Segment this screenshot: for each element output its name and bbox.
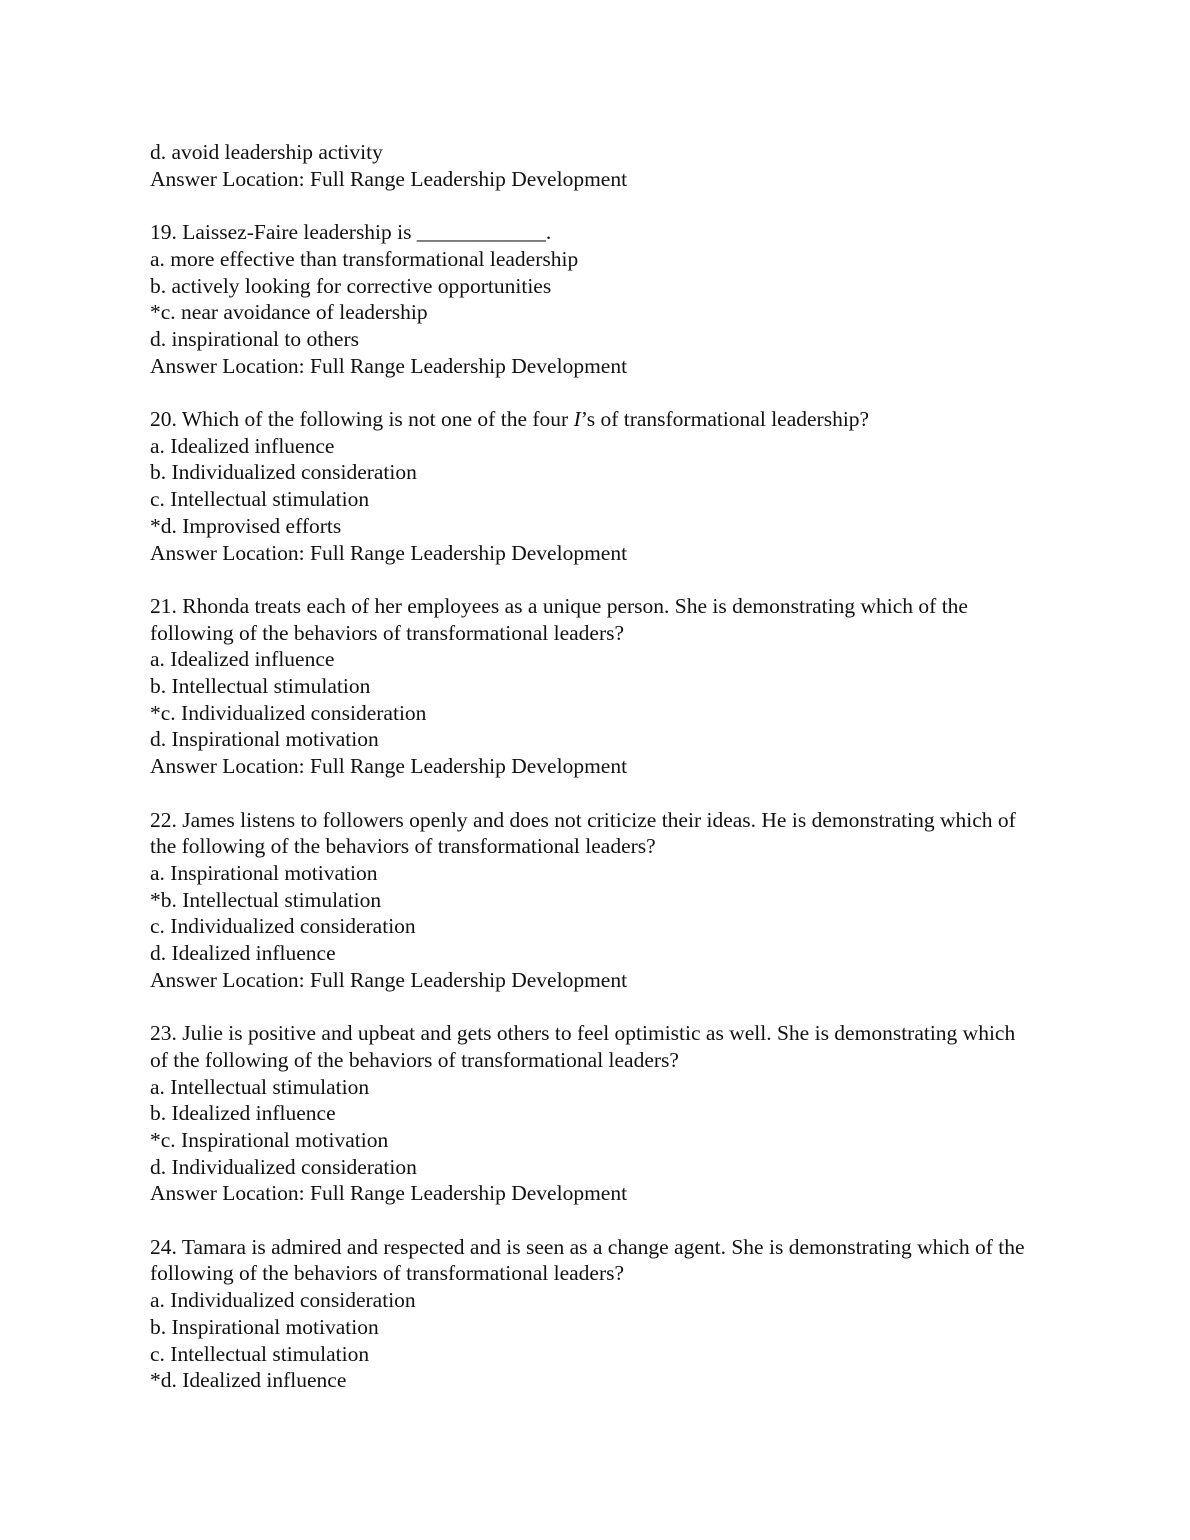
option-c: *c. Individualized consideration xyxy=(150,700,427,725)
answer-location: Answer Location: Full Range Leadership Development xyxy=(150,166,628,191)
option-c: *c. near avoidance of leadership xyxy=(150,300,428,325)
option-a: a. more effective than transformational leadership xyxy=(150,246,579,271)
option-c: c. Intellectual stimulation xyxy=(150,1341,370,1366)
option-a: a. Inspirational motivation xyxy=(150,860,378,885)
answer-location: Answer Location: Full Range Leadership Development xyxy=(150,754,628,779)
question-22 xyxy=(150,807,1040,994)
question-23 xyxy=(150,1020,1040,1207)
question-stem: 24. Tamara is admired and respected and is seen as a change agent. She is demonstrating which of the following of the behaviors of transformational leaders? xyxy=(150,1234,1025,1286)
stem-text: ’s of transformational leadership? xyxy=(580,407,870,431)
option-c: *c. Inspirational motivation xyxy=(150,1127,389,1152)
stem-italic-letter: I xyxy=(573,407,581,431)
option-a: a. Idealized influence xyxy=(150,647,335,672)
option-d: d. Individualized consideration xyxy=(150,1154,417,1179)
option-b: b. Inspirational motivation xyxy=(150,1314,379,1339)
option-c: c. Intellectual stimulation xyxy=(150,487,370,512)
option-b: *b. Intellectual stimulation xyxy=(150,887,382,912)
answer-location: Answer Location: Full Range Leadership Development xyxy=(150,1181,628,1206)
question-stem: 19. Laissez-Faire leadership is ____________. xyxy=(150,220,552,245)
question-24 xyxy=(150,1234,1040,1394)
option-a: a. Individualized consideration xyxy=(150,1288,416,1313)
question-stem: 23. Julie is positive and upbeat and gets others to feel optimistic as well. She is demonstrating which of the following of the behaviors of transformational leaders? xyxy=(150,1021,1016,1072)
question-stem xyxy=(150,406,1030,433)
leading-fragment xyxy=(150,139,1040,192)
option-d: *d. Improvised efforts xyxy=(150,513,342,538)
answer-location: Answer Location: Full Range Leadership Development xyxy=(150,540,628,565)
stem-text: 20. Which of the following is not one of the four xyxy=(150,407,574,431)
option-line: d. avoid leadership activity xyxy=(150,140,383,164)
option-d: *d. Idealized influence xyxy=(150,1368,347,1393)
question-19 xyxy=(150,219,1040,379)
option-d: d. Idealized influence xyxy=(150,941,336,966)
option-d: d. Inspirational motivation xyxy=(150,727,379,752)
option-b: b. Idealized influence xyxy=(150,1101,336,1126)
option-c: c. Individualized consideration xyxy=(150,914,416,939)
option-a: a. Intellectual stimulation xyxy=(150,1074,370,1099)
option-b: b. Intellectual stimulation xyxy=(150,674,371,699)
question-21 xyxy=(150,593,1040,780)
question-stem: 21. Rhonda treats each of her employees as a unique person. She is demonstrating which of the following of the behaviors of transformational leaders? xyxy=(150,593,968,645)
answer-location: Answer Location: Full Range Leadership Development xyxy=(150,353,628,378)
question-20 xyxy=(150,406,1040,566)
option-b: b. actively looking for corrective opportunities xyxy=(150,273,552,298)
option-a: a. Idealized influence xyxy=(150,433,335,458)
question-stem: 22. James listens to followers openly and does not criticize their ideas. He is demonstrating which of the following of the behaviors of transformational leaders? xyxy=(150,807,1016,859)
answer-location: Answer Location: Full Range Leadership Development xyxy=(150,967,628,992)
option-b: b. Individualized consideration xyxy=(150,460,417,485)
option-d: d. inspirational to others xyxy=(150,326,359,351)
